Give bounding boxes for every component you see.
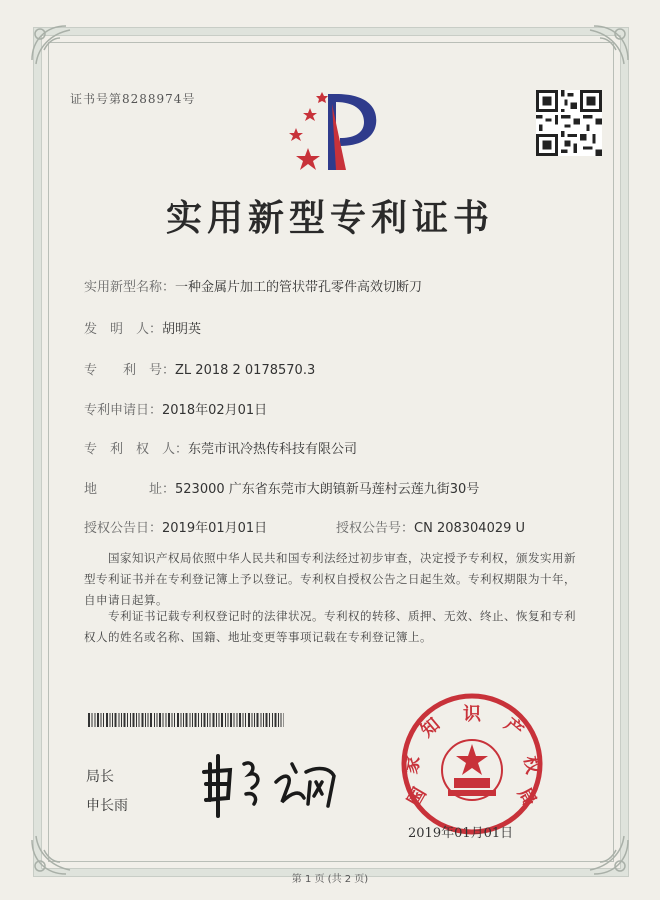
corner-ornament-icon (26, 20, 86, 80)
field-value: 523000 广东省东莞市大朗镇新马莲村云莲九街30号 (175, 482, 480, 497)
statement-paragraph: 专利证书记载专利权登记时的法律状况。专利权的转移、质押、无效、终止、恢复和专利权人的姓名或名称、国籍、地址变更等事项记载在专利登记簿上。 (84, 609, 576, 644)
field-value: 一种金属片加工的管状带孔零件高效切断刀 (175, 280, 423, 295)
barcode-icon (88, 713, 284, 727)
field-grant-number (336, 517, 525, 536)
seal-char: 局 (513, 784, 541, 811)
signatory-name: 申长雨 (86, 798, 128, 814)
field-value: 2019年01月01日 (162, 521, 268, 536)
page-footer: 第 1 页 (共 2 页) (291, 874, 369, 885)
field-label: 实用新型名称： (84, 280, 176, 295)
field-label: 发 明 人： (84, 322, 163, 337)
seal-char: 知 (416, 713, 445, 742)
field-label: 授权公告日： (84, 521, 163, 536)
field-label: 地 址： (84, 482, 176, 497)
seal-char: 国 (403, 784, 431, 811)
field-value: ZL 2018 2 0178570.3 (175, 363, 316, 378)
certificate-title: 实用新型专利证书 (165, 197, 494, 239)
statement-paragraph: 国家知识产权局依照中华人民共和国专利法经过初步审查，决定授予专利权，颁发实用新型专利证书并在专利登记簿上予以登记。专利权自授权公告之日起生效。专利权期限为十年，自申请日起算。 (84, 551, 576, 607)
field-label: 授权公告号： (336, 521, 415, 536)
field-value: 东莞市讯冷热传科技有限公司 (188, 442, 358, 457)
field-application-date (84, 399, 267, 418)
qr-code-icon (536, 90, 602, 156)
handwritten-signature-icon (196, 742, 346, 822)
field-label: 专 利 权 人： (84, 442, 189, 457)
seal-date: 2019年01月01日 (408, 826, 514, 841)
seal-char: 产 (499, 713, 528, 742)
field-patentee (84, 438, 357, 457)
cnipa-logo-icon (282, 84, 382, 174)
corner-ornament-icon (574, 20, 634, 80)
official-seal-icon (398, 690, 546, 838)
field-value: CN 208304029 U (414, 521, 526, 536)
field-value: 2018年02月01日 (162, 403, 268, 418)
field-patent-number (84, 359, 315, 378)
seal-char: 权 (519, 754, 544, 776)
seal-char: 家 (400, 754, 425, 776)
field-label: 专利申请日： (84, 403, 163, 418)
field-label: 专 利 号： (84, 363, 176, 378)
seal-char: 识 (463, 704, 481, 725)
certificate-number: 证书号第8288974号 (70, 92, 196, 106)
field-grant-date (84, 517, 267, 536)
field-inventor (84, 318, 201, 337)
signatory-title: 局长 (86, 769, 114, 785)
field-address (84, 478, 479, 497)
field-value: 胡明英 (162, 322, 202, 337)
field-utility-model-name (84, 276, 422, 295)
